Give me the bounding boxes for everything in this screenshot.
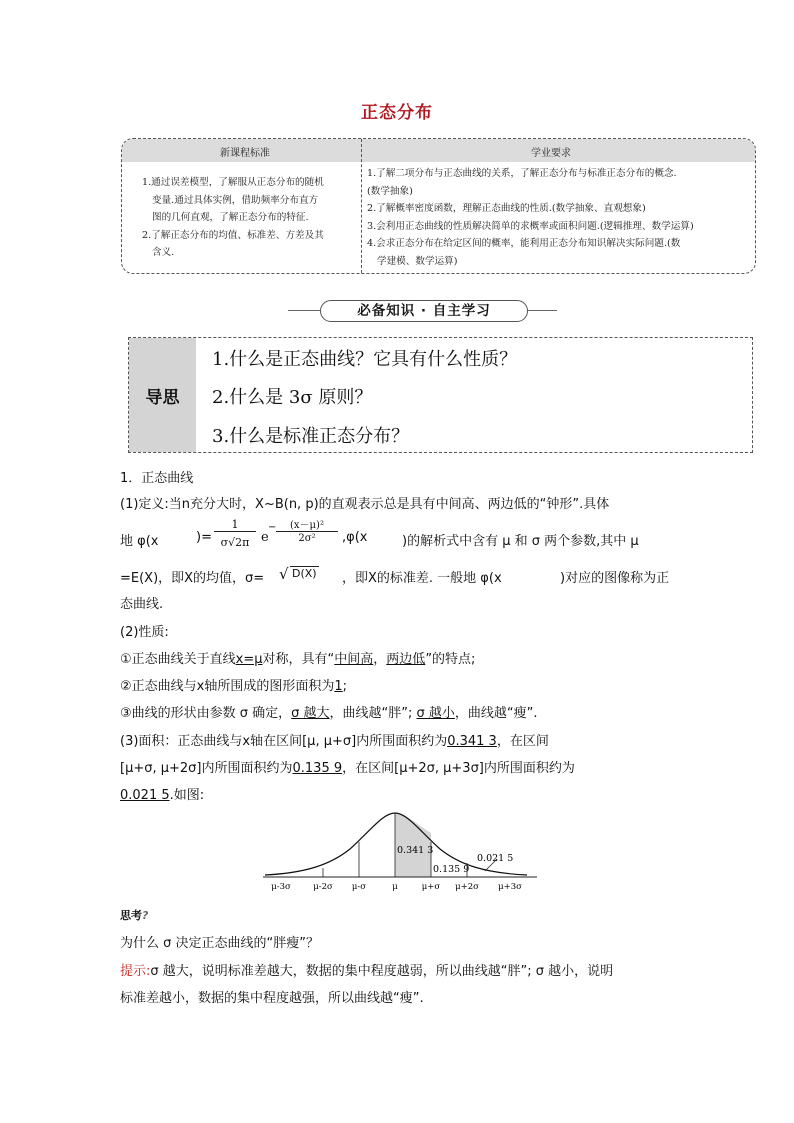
guide-question-3: 3.什么是标准正态分布？ <box>212 426 410 447</box>
property-2: ②正态曲线与x轴所围成的图形面积为1; <box>120 679 348 694</box>
standard-line: 图的几何直观，了解正态分布的特征. <box>152 212 309 223</box>
tick-mu-3sigma: μ-3σ <box>271 882 291 892</box>
formula-eq: )= <box>196 530 212 545</box>
requirement-line: 1.了解二项分布与正态曲线的关系，了解正态分布与标准正态分布的概念. <box>367 168 677 179</box>
section-heading: 1．正态曲线 <box>120 471 194 486</box>
guide-question-1: 1.什么是正态曲线？它具有什么性质？ <box>212 349 518 370</box>
standard-line: 变量.通过具体实例，借助频率分布直方 <box>152 194 319 206</box>
definition-line-4: 态曲线. <box>120 597 164 612</box>
formula-desc: )的解析式中含有 μ 和 σ 两个参数,其中 μ <box>402 534 639 549</box>
hint-line-1: 提示:σ 越大，说明标准差越大，数据的集中程度越弱，所以曲线越“胖”; σ 越小，说明 <box>120 964 614 979</box>
sqrt-content: D(X) <box>292 567 317 580</box>
area-line-2: [μ+σ, μ+2σ]内所围面积约为0.135 9，在区间[μ+2σ, μ+3σ]内所围面积约为 <box>120 761 575 776</box>
requirement-line: 4.会求正态分布在给定区间的概率，能利用正态分布知识解决实际问题.(数 <box>367 238 681 249</box>
formula-line: 地 φ(x )= 1 σ√2π e − (x－μ)² 2σ² ,φ(x )的解析式中含有 μ 和 σ 两个参数,其中 μ <box>120 518 639 549</box>
tick-mu-sigma: μ-σ <box>351 882 367 892</box>
guide-box <box>128 337 753 453</box>
standards-header <box>122 139 755 162</box>
fraction-1-numerator: 1 <box>214 518 256 532</box>
exp-base: e <box>261 530 269 545</box>
standard-line: 1.通过误差模型，了解服从正态分布的随机 <box>142 177 324 188</box>
section-banner: 必备知识 · 自主学习 <box>320 300 528 322</box>
banner-line-right <box>527 310 557 312</box>
std-text: ，即X的标准差. 一般地 φ(x <box>342 571 502 586</box>
guide-question-2: 2.什么是 3σ 原则？ <box>212 387 373 408</box>
curve-def-text: )对应的图像称为正 <box>560 571 670 586</box>
property-1: ①正态曲线关于直线x=μ对称，具有“中间高，两边低”的特点; <box>120 652 476 667</box>
fraction-2-denominator: 2σ² <box>298 533 316 544</box>
requirement-line: 学建模、数学运算) <box>377 255 458 267</box>
requirement-line: 3.会利用正态曲线的性质解决简单的求概率或面积问题.(逻辑推理、数学运算) <box>367 220 694 232</box>
normal-curve-figure <box>255 805 540 895</box>
label-0.3413: 0.341 3 <box>397 845 434 856</box>
standard-line: 2.了解正态分布的均值、标准差、方差及其 <box>142 229 324 241</box>
guide-label: 导思 <box>129 338 196 452</box>
requirement-line: (数学抽象) <box>367 185 413 197</box>
fraction-1-denominator: σ√2π <box>220 536 250 549</box>
standard-line: 含义. <box>152 247 175 258</box>
banner-line-left <box>288 310 320 312</box>
tick-mu-2sigma: μ-2σ <box>313 882 333 892</box>
area-line-3: 0.021 5.如图: <box>120 788 205 803</box>
hint-label: 提示: <box>120 964 151 979</box>
formula-line-3: =E(X)，即X的均值，σ= √ D(X) ，即X的标准差. 一般地 φ(x )对应的图像称为正 <box>120 565 670 586</box>
column-divider <box>361 139 362 273</box>
label-0.0215: 0.021 5 <box>477 853 514 864</box>
requirement-line: 2.了解概率密度函数，理解正态曲线的性质.(数学抽象、直观想象) <box>367 203 646 214</box>
mean-text: =E(X)，即X的均值，σ= <box>120 571 265 586</box>
question-icon: ? <box>142 909 149 922</box>
formula-phi: ,φ(x <box>342 530 368 545</box>
tick-mu: μ <box>392 882 398 892</box>
requirements-text <box>367 165 755 270</box>
hint-line-2: 标准差越小，数据的集中程度越强，所以曲线越“瘦”. <box>120 991 424 1006</box>
area-line-1: (3)面积：正态曲线与x轴在区间[μ, μ+σ]内所围面积约为0.341 3，在区间 <box>120 734 549 749</box>
page-title: 正态分布 <box>361 103 433 123</box>
standards-table <box>121 138 756 274</box>
definition-line-1: (1)定义:当n充分大时，X~B(n, p)的直观表示总是具有中间高、两边低的“钟形”.具体 <box>120 497 610 512</box>
fraction-2-numerator: (x－μ)² <box>276 516 338 532</box>
think-label: 思考? <box>120 909 149 922</box>
tick-mu+sigma: μ+σ <box>421 882 441 892</box>
curriculum-standards-text <box>142 174 360 262</box>
label-0.1359: 0.135 9 <box>433 864 470 875</box>
tick-mu+2sigma: μ+2σ <box>455 882 479 892</box>
tick-mu+3sigma: μ+3σ <box>498 882 522 892</box>
new-curriculum-header: 新课程标准 <box>220 148 270 159</box>
properties-heading: (2)性质: <box>120 625 169 640</box>
think-question: 为什么 σ 决定正态曲线的“胖瘦”？ <box>120 936 319 951</box>
academic-requirements-header: 学业要求 <box>531 148 571 159</box>
formula-prefix: 地 φ(x <box>120 534 159 549</box>
property-3: ③曲线的形状由参数 σ 确定，σ 越大，曲线越“胖”; σ 越小，曲线越“瘦”. <box>120 706 538 721</box>
